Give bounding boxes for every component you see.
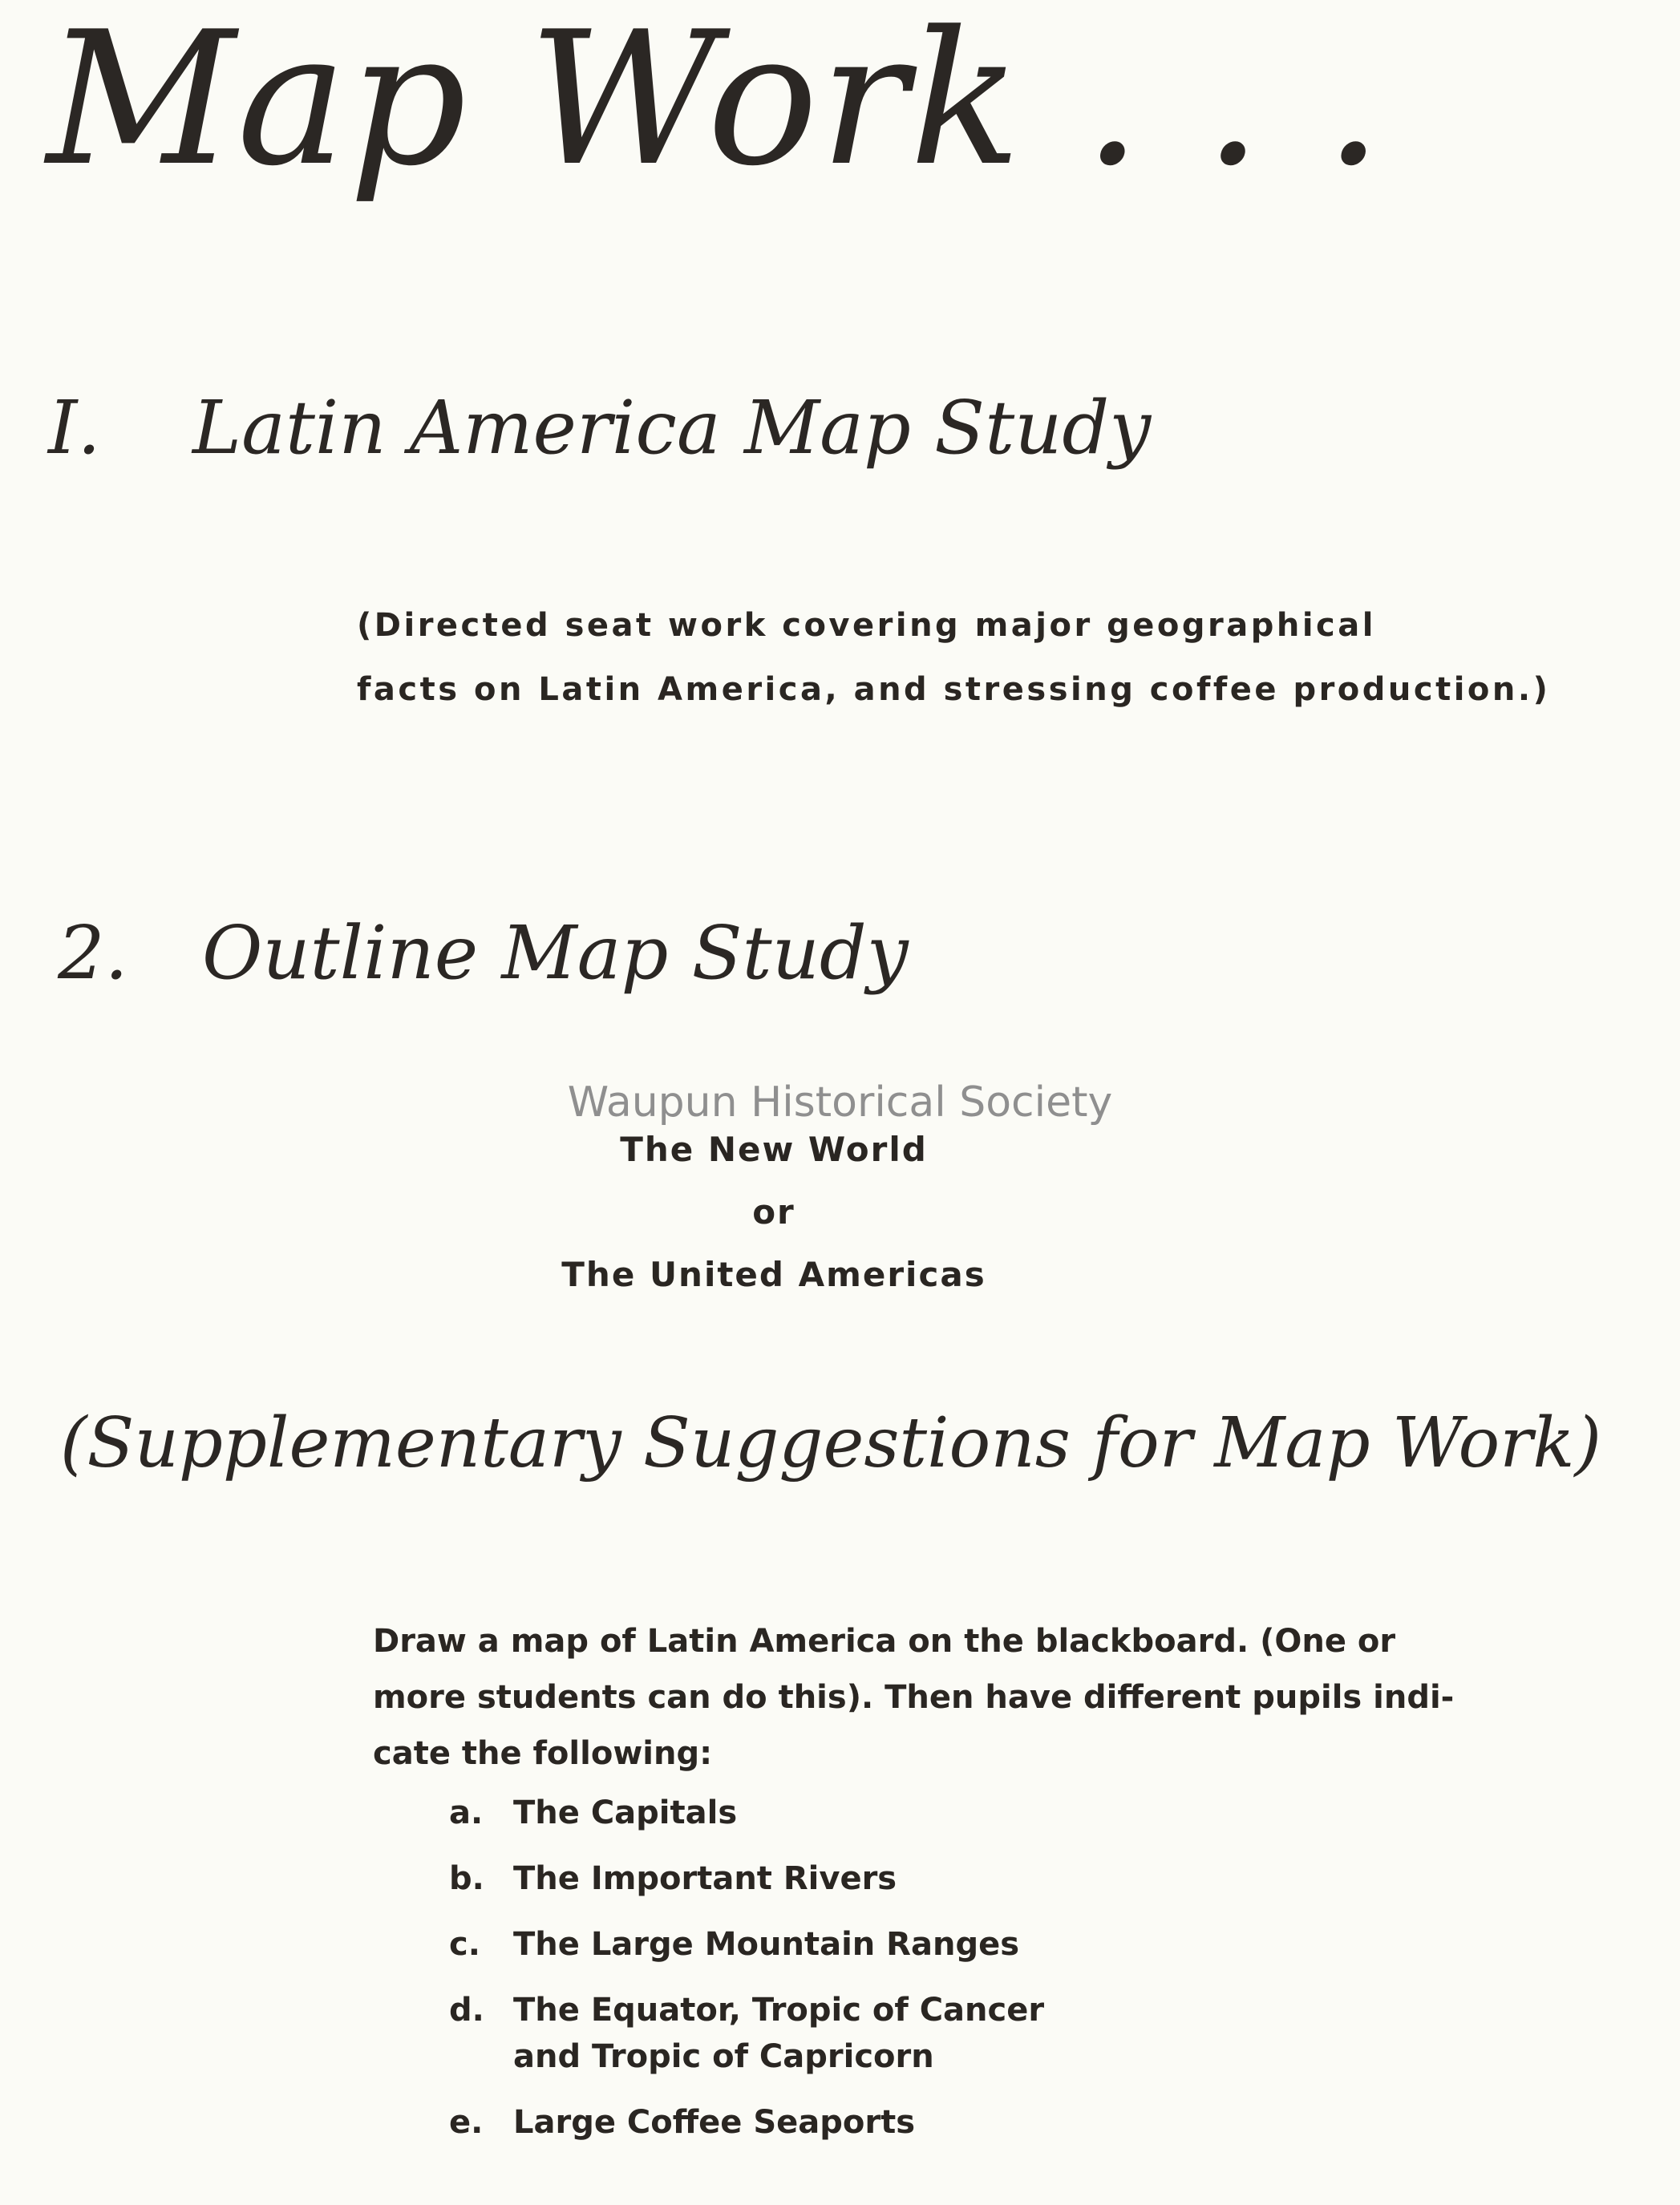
section-1-note-line: facts on Latin America, and stressing coffee production.): [357, 671, 1551, 708]
section-2-subtitle: [0, 1119, 1548, 1306]
subtitle-line: The United Americas: [561, 1255, 986, 1294]
intro-line: cate the following:: [373, 1735, 713, 1772]
list-item-text: Large Coffee Seaports: [513, 2104, 916, 2141]
section-2-title: Outline Map Study: [202, 910, 909, 996]
section-1-note: [357, 593, 1551, 722]
list-item-text: The Equator, Tropic of Cancer and Tropic of Capricorn: [513, 1992, 1045, 2075]
page-title: Map Work . . .: [47, 0, 1385, 207]
list-item: [449, 1921, 1331, 1968]
intro-line: more students can do this). Then have different pupils indi-: [373, 1679, 1455, 1716]
section-1-number: I.: [48, 385, 101, 471]
section-2-heading: [58, 910, 909, 996]
subtitle-line: The New World: [620, 1130, 928, 1169]
list-item-text: The Large Mountain Ranges: [513, 1926, 1020, 1963]
section-3-heading: (Supplementary Suggestions for Map Work): [60, 1403, 1602, 1483]
section-3-intro: [373, 1613, 1455, 1782]
list-item-letter: a.: [449, 1794, 484, 1831]
list-item: [449, 1855, 1331, 1902]
list-item-text: The Capitals: [513, 1794, 738, 1831]
list-item: [449, 1987, 1331, 2080]
list-item: [449, 1790, 1331, 1836]
section-2-number: 2.: [58, 910, 128, 996]
list-item-letter: c.: [449, 1926, 480, 1963]
section-1-title: Latin America Map Study: [192, 385, 1152, 471]
task-list: [449, 1790, 1331, 2165]
watermark: Waupun Historical Society: [567, 1078, 1113, 1127]
list-item-letter: b.: [449, 1860, 484, 1897]
section-1-heading: [48, 385, 1151, 471]
subtitle-line: or: [752, 1192, 795, 1232]
list-item-text: The Important Rivers: [513, 1860, 897, 1897]
list-item-letter: e.: [449, 2104, 484, 2141]
list-item: [449, 2099, 1331, 2146]
list-item-letter: d.: [449, 1992, 484, 2029]
intro-line: Draw a map of Latin America on the blackboard. (One or: [373, 1623, 1396, 1660]
section-1-note-line: (Directed seat work covering major geographical: [357, 607, 1376, 644]
